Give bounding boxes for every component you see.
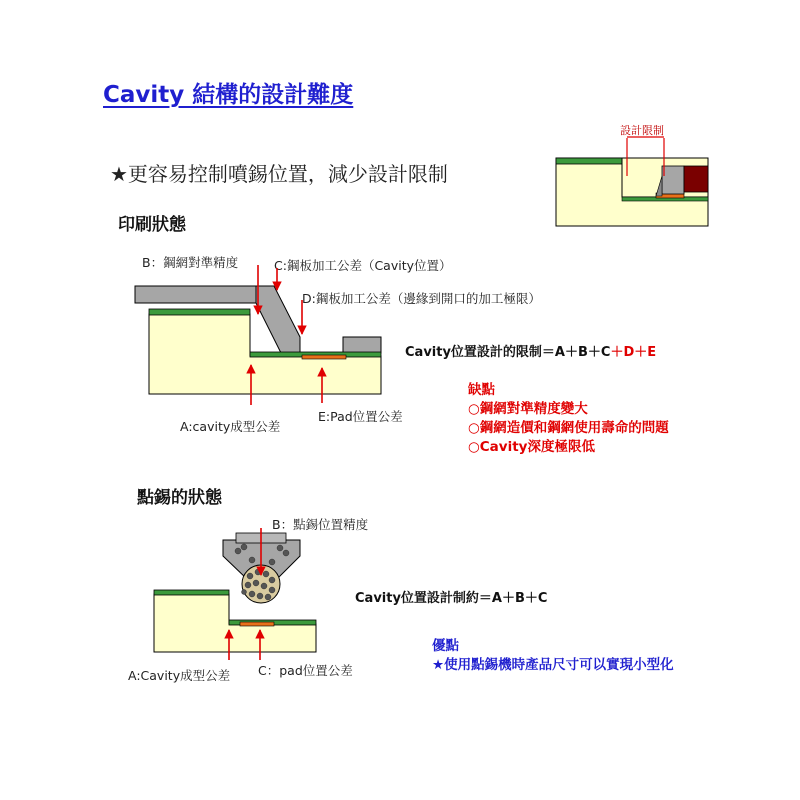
inset-diagram xyxy=(556,137,708,226)
lead-statement: ★更容易控制噴錫位置，減少設計限制 xyxy=(110,162,448,186)
cons-item: ○Cavity深度極限低 xyxy=(468,439,595,455)
print-top-copper xyxy=(149,309,250,315)
print-diagram xyxy=(135,265,381,405)
print-pad xyxy=(302,355,346,359)
print-formula-main: Cavity位置設計的限制＝A＋B＋C xyxy=(405,345,611,360)
dispense-formula: Cavity位置設計制約＝A＋B＋C xyxy=(355,591,548,606)
dispense-label-c: C：pad位置公差 xyxy=(258,663,353,678)
dispense-heading: 點錫的狀態 xyxy=(137,488,222,508)
inset-component-body xyxy=(662,166,684,194)
stencil-right xyxy=(343,337,381,353)
print-label-d: D:鋼板加工公差（邊緣到開口的加工極限） xyxy=(302,291,541,306)
dispense-top-copper xyxy=(154,590,229,595)
print-heading: 印刷狀態 xyxy=(118,215,186,235)
inset-label: 設計限制 xyxy=(620,124,664,137)
dispense-pad xyxy=(240,622,274,626)
stencil-slope xyxy=(256,286,300,355)
print-label-b: B：鋼網對準精度 xyxy=(142,255,239,270)
dispense-label-a: A:Cavity成型公差 xyxy=(128,668,231,683)
print-label-a: A:cavity成型公差 xyxy=(180,419,281,434)
print-label-c: C:鋼板加工公差（Cavity位置） xyxy=(274,258,452,273)
inset-component-cap xyxy=(684,166,708,192)
dispense-diagram xyxy=(154,528,316,660)
print-label-e: E:Pad位置公差 xyxy=(318,409,403,424)
cons-item: ○鋼網造價和鋼網使用壽命的問題 xyxy=(468,420,669,436)
cons-title: 缺點 xyxy=(468,382,495,398)
dispense-label-b: B：點錫位置精度 xyxy=(272,517,369,532)
pros-title: 優點 xyxy=(432,638,459,654)
pros-item: ★使用點錫機時產品尺寸可以實現小型化 xyxy=(432,657,674,673)
inset-top-copper xyxy=(556,158,622,164)
cons-item: ○鋼網對準精度變大 xyxy=(468,401,588,417)
page-title: Cavity 結構的設計難度 xyxy=(103,82,354,108)
stencil-left xyxy=(135,286,256,303)
print-formula-extra: ＋D＋E xyxy=(610,345,657,360)
